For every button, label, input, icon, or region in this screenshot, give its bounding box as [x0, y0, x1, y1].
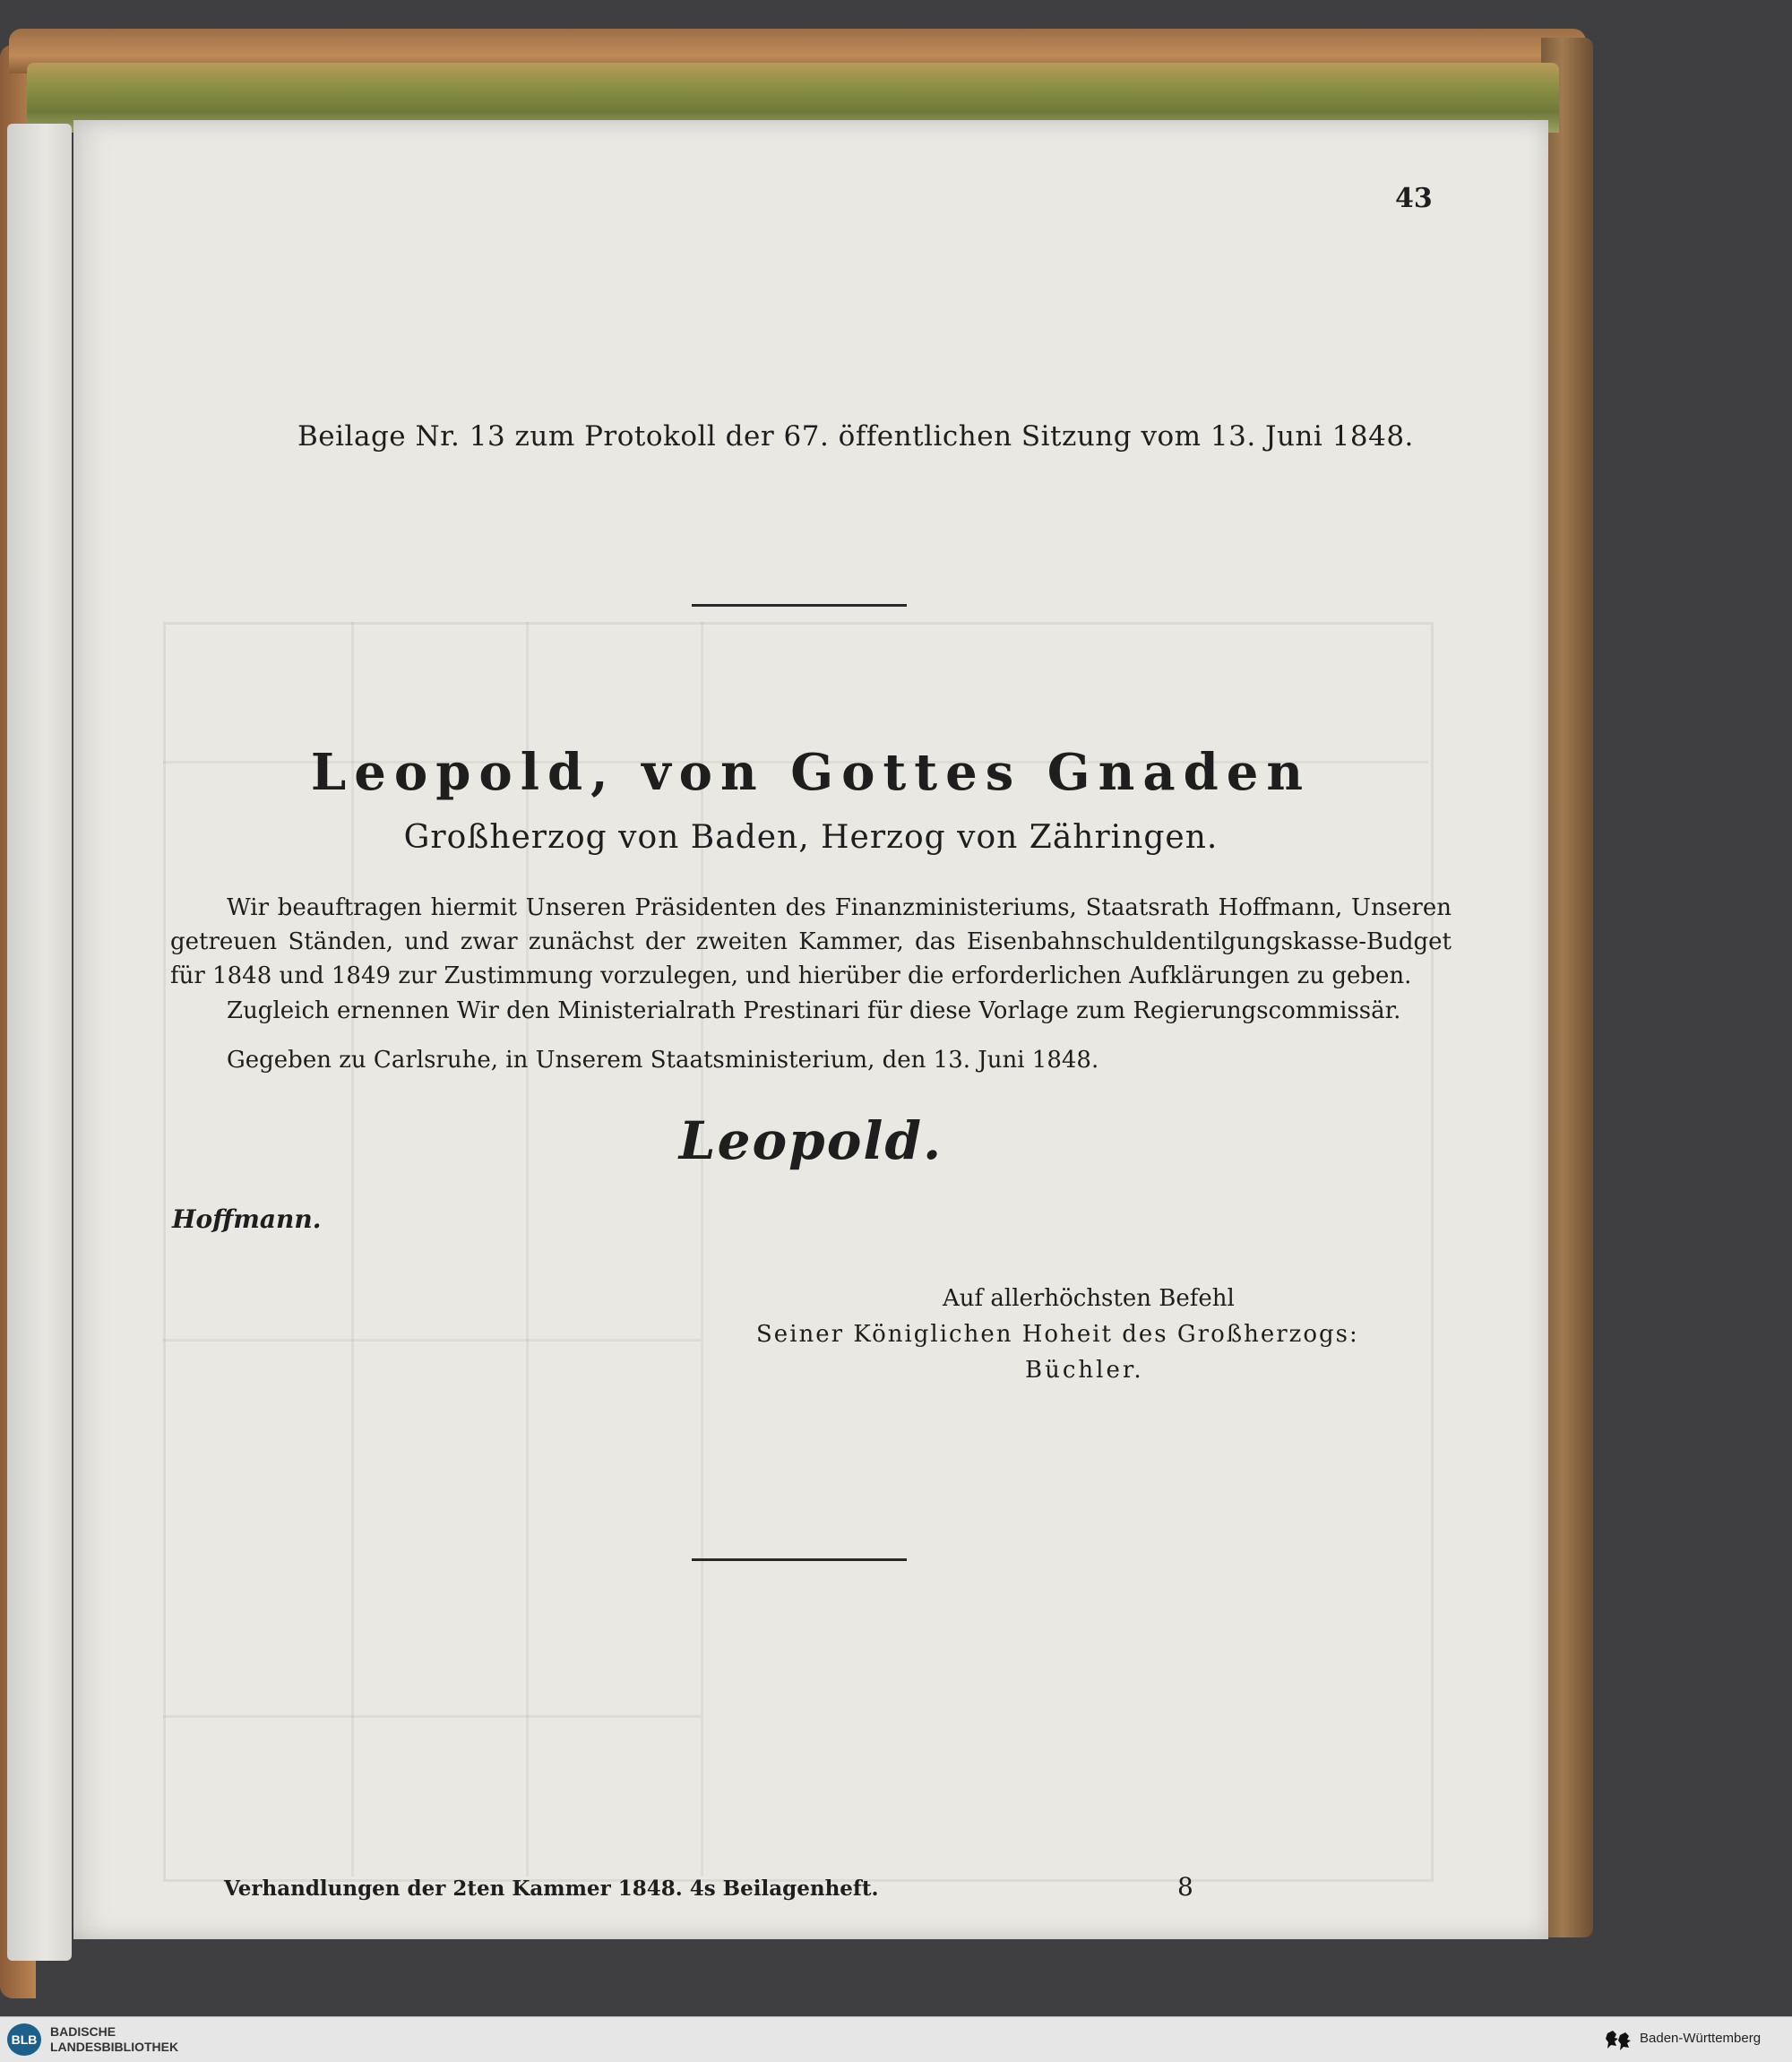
lion-crest-icon[interactable] [1604, 2028, 1634, 2053]
institution-name-line: LANDESBIBLIOTHEK [50, 2040, 179, 2054]
appendix-title: Beilage Nr. 13 zum Protokoll der 67. öffentlichen Sitzung vom 13. Juni 1848. [297, 420, 1414, 453]
ruler-subtitle: Großherzog von Baden, Herzog von Zähringen. [403, 819, 1219, 856]
page-number: 43 [1395, 183, 1433, 214]
bleed-through-line [163, 1715, 701, 1718]
countersignature: Hoffmann. [172, 1204, 322, 1234]
command-line: Auf allerhöchsten Befehl [943, 1285, 1235, 1312]
bleed-through-line [526, 622, 529, 1877]
divider [692, 1558, 907, 1561]
divider [692, 604, 907, 607]
ruler-signature: Leopold. [678, 1110, 943, 1171]
decree-paragraph: Wir beauftragen hiermit Unseren Präsidenten des Finanzministeriums, Staatsrath Hoffmann, Unseren getreuen Ständen, und zwar zunächst der zweiten Kammer, das Eisenbahnschuldentilgungskasse-Budget für 1848 und 1849 zur Zustimmung vorzulegen, und hierüber die erforderlichen Aufklärungen zu geben. [170, 894, 1452, 989]
bleed-through-line [351, 622, 354, 1877]
document-page [73, 120, 1548, 1939]
bleed-through-line [701, 622, 703, 1877]
ruler-title: Leopold, von Gottes Gnaden [310, 743, 1312, 802]
institution-name[interactable] [50, 2024, 178, 2055]
decree-date-line: Gegeben zu Carlsruhe, in Unserem Staatsministerium, den 13. Juni 1848. [227, 1047, 1099, 1074]
left-page-sliver [7, 124, 72, 1961]
command-line: Seiner Königlichen Hoheit des Großherzogs: [756, 1321, 1359, 1348]
blb-logo-icon[interactable]: BLB [7, 2023, 41, 2056]
institution-name-line: BADISCHE [50, 2024, 116, 2039]
decree-paragraph: Zugleich ernennen Wir den Ministerialrath Prestinari für diese Vorlage zum Regierungscommissär. [227, 997, 1401, 1024]
page-footer-reference: Verhandlungen der 2ten Kammer 1848. 4s Beilagenheft. [224, 1877, 879, 1901]
signature-mark: 8 [1177, 1872, 1193, 1902]
command-signatory: Büchler. [1025, 1357, 1144, 1384]
bleed-through-line [163, 1339, 701, 1342]
viewer-footer-bar [0, 2016, 1792, 2062]
book-cover-right [1541, 38, 1593, 1937]
state-name[interactable]: Baden-Württemberg [1640, 2031, 1762, 2046]
